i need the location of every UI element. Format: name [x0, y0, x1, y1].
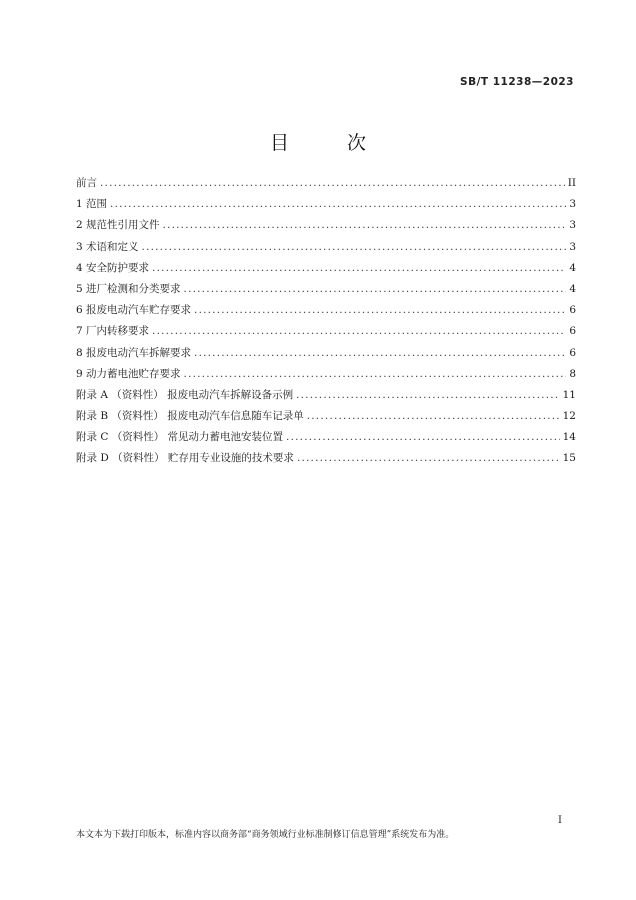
toc-entry-label: 2 规范性引用文件	[76, 219, 160, 232]
toc-entry-page: 14	[562, 431, 576, 444]
toc-entry-1[interactable]	[76, 194, 576, 215]
toc-entry-9[interactable]	[76, 364, 576, 385]
toc-entry-page: II	[567, 177, 576, 189]
toc-entry-page: 3	[569, 219, 576, 232]
toc-entry-page: 12	[562, 410, 576, 423]
footer-disclaimer: 本文本为下载打印版本，标准内容以商务部“商务领域行业标准制修订信息管理”系统发布为准。	[76, 830, 455, 840]
toc-entry-page: 6	[569, 304, 576, 317]
toc-entry-7[interactable]	[76, 321, 576, 342]
toc-leader-dots	[296, 385, 560, 406]
toc-entry-5[interactable]	[76, 279, 576, 300]
toc-entry-label: 附录 C （资料性） 常见动力蓄电池安装位置	[76, 431, 284, 444]
toc-entry-page: 11	[562, 388, 576, 401]
toc-entry-label: 8 报废电动汽车拆解要求	[76, 346, 192, 359]
toc-entry-page: 6	[569, 346, 576, 359]
toc-entry-4[interactable]	[76, 258, 576, 279]
toc-entry-label: 附录 D （资料性） 贮存用专业设施的技术要求	[76, 452, 294, 465]
toc-entry-page: 4	[569, 282, 576, 295]
toc-leader-dots	[184, 364, 567, 385]
toc-entry-8[interactable]	[76, 343, 576, 364]
toc-title: 目 次	[269, 132, 393, 154]
toc-leader-dots	[100, 173, 565, 194]
toc-entry-page: 6	[569, 325, 576, 338]
document-code: SB/T 11238—2023	[460, 76, 574, 88]
toc-entry-label: 9 动力蓄电池贮存要求	[76, 367, 181, 380]
toc-leader-dots	[307, 406, 560, 427]
toc-entry-page: 8	[569, 367, 576, 380]
toc-entry-appendix-a[interactable]	[76, 385, 576, 406]
toc-leader-dots	[163, 215, 567, 236]
toc-entry-label: 5 进厂检测和分类要求	[76, 282, 181, 295]
table-of-contents	[76, 173, 576, 470]
toc-entry-label: 1 范围	[76, 198, 108, 211]
toc-leader-dots	[142, 237, 567, 258]
toc-leader-dots	[110, 194, 566, 215]
toc-entry-6[interactable]	[76, 300, 576, 321]
toc-entry-label: 附录 B （资料性） 报废电动汽车信息随车记录单	[76, 410, 304, 423]
toc-entry-appendix-d[interactable]	[76, 448, 576, 469]
toc-entry-2[interactable]	[76, 215, 576, 236]
toc-entry-label: 附录 A （资料性） 报废电动汽车拆解设备示例	[76, 388, 294, 401]
toc-entry-appendix-c[interactable]	[76, 427, 576, 448]
toc-entry-page: 3	[569, 240, 576, 253]
toc-leader-dots	[297, 448, 560, 469]
toc-entry-label: 4 安全防护要求	[76, 261, 150, 274]
toc-leader-dots	[184, 279, 567, 300]
toc-entry-label: 7 厂内转移要求	[76, 325, 150, 338]
toc-entry-page: 4	[569, 261, 576, 274]
toc-entry-label: 前言	[76, 177, 97, 189]
toc-leader-dots	[194, 300, 566, 321]
toc-leader-dots	[286, 427, 560, 448]
toc-entry-appendix-b[interactable]	[76, 406, 576, 427]
page-number: I	[558, 815, 562, 826]
toc-entry-3[interactable]	[76, 237, 576, 258]
toc-entry-page: 3	[569, 198, 576, 211]
toc-entry-foreword[interactable]	[76, 173, 576, 194]
toc-entry-label: 3 术语和定义	[76, 240, 139, 253]
toc-entry-label: 6 报废电动汽车贮存要求	[76, 304, 192, 317]
toc-leader-dots	[152, 321, 566, 342]
toc-leader-dots	[152, 258, 566, 279]
toc-leader-dots	[194, 343, 566, 364]
toc-entry-page: 15	[562, 452, 576, 465]
